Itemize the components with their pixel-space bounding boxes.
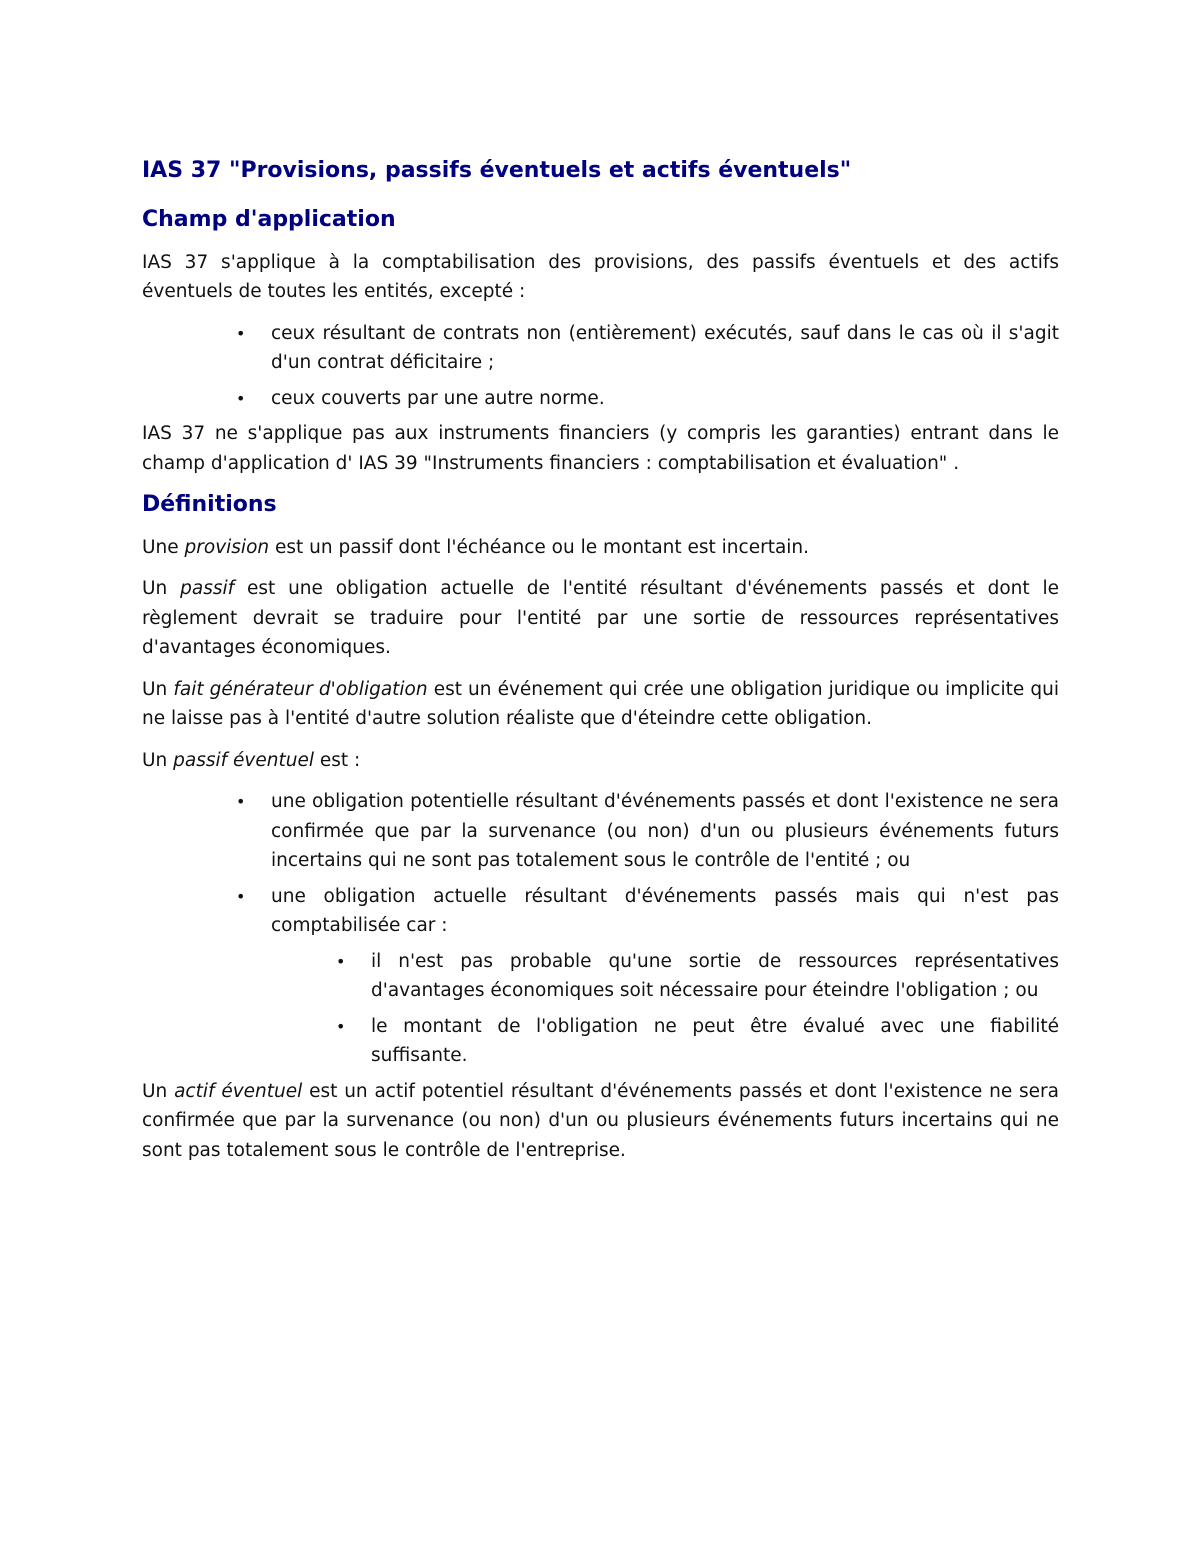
scope-list	[236, 319, 1059, 414]
scope-exclusion: IAS 37 ne s'applique pas aux instruments financiers (y compris les garanties) entrant dans le champ d'application d' IAS 39 "Instruments financiers : comptabilisation et évaluation" .	[142, 423, 1059, 474]
list-item: • il n'est pas probable qu'une sortie de ressources représentatives d'avantages économiques soit nécessaire pour éteindre l'obligation ; ou	[371, 947, 1059, 1006]
definitions-heading: Définitions	[142, 492, 277, 518]
definition-fait-generateur: Un fait générateur d'obligation est un événement qui crée une obligation juridique ou implicite qui ne laisse pas à l'entité d'autre solution réaliste que d'éteindre cette obligation.	[142, 678, 1060, 730]
document-title: IAS 37 "Provisions, passifs éventuels et actifs éventuels"	[142, 158, 852, 183]
definition-passif-eventuel: Un passif éventuel est :	[142, 749, 361, 771]
passif-eventuel-sublist	[336, 947, 1059, 1071]
list-item: • ceux couverts par une autre norme.	[271, 384, 1059, 414]
defined-term: actif éventuel	[174, 1080, 303, 1102]
list-item: • une obligation actuelle résultant d'événements passés mais qui n'est pas comptabilisée car : • il n'est pas probable qu'une sortie de ressources représentatives d'avantages économiques soit nécessaire pour éteindre l'obligation ; ou • le montant de l'obligation ne peut être évalué avec une fiabilité suffisante.	[271, 882, 1059, 1071]
bullet-icon: •	[236, 792, 246, 812]
definition-provision: Une provision est un passif dont l'échéance ou le montant est incertain.	[142, 536, 810, 558]
list-item: • une obligation potentielle résultant d'événements passés et dont l'existence ne sera confirmée que par la survenance (ou non) d'un ou plusieurs événements futurs incertains qui ne sont pas totalement sous le contrôle de l'entité ; ou	[271, 787, 1059, 876]
bullet-icon: •	[236, 388, 246, 408]
scope-heading: Champ d'application	[142, 207, 396, 233]
defined-term: provision	[184, 536, 270, 558]
document-page	[142, 158, 1059, 1177]
bullet-icon: •	[336, 951, 346, 971]
defined-term: passif	[180, 578, 235, 600]
scope-intro: IAS 37 s'applique à la comptabilisation des provisions, des passifs éventuels et des actifs éventuels de toutes les entités, excepté :	[142, 251, 1059, 303]
passif-eventuel-list	[236, 787, 1059, 1071]
bullet-icon: •	[236, 323, 246, 343]
list-item: • le montant de l'obligation ne peut être évalué avec une fiabilité suffisante.	[371, 1012, 1059, 1071]
defined-term: fait générateur d'obligation	[173, 678, 428, 700]
defined-term: passif éventuel	[173, 749, 314, 771]
list-item: • ceux résultant de contrats non (entièrement) exécutés, sauf dans le cas où il s'agit d'un contrat déficitaire ;	[271, 319, 1059, 378]
bullet-icon: •	[236, 886, 246, 906]
definition-passif: Un passif est une obligation actuelle de l'entité résultant d'événements passés et dont le règlement devrait se traduire pour l'entité par une sortie de ressources représentatives d'avantages économiques.	[142, 578, 1059, 659]
definition-actif-eventuel: Un actif éventuel est un actif potentiel résultant d'événements passés et dont l'existence ne sera confirmée que par la survenance (ou non) d'un ou plusieurs événements futurs incertains qui ne sont pas totalement sous le contrôle de l'entreprise.	[142, 1080, 1059, 1161]
bullet-icon: •	[336, 1016, 346, 1036]
